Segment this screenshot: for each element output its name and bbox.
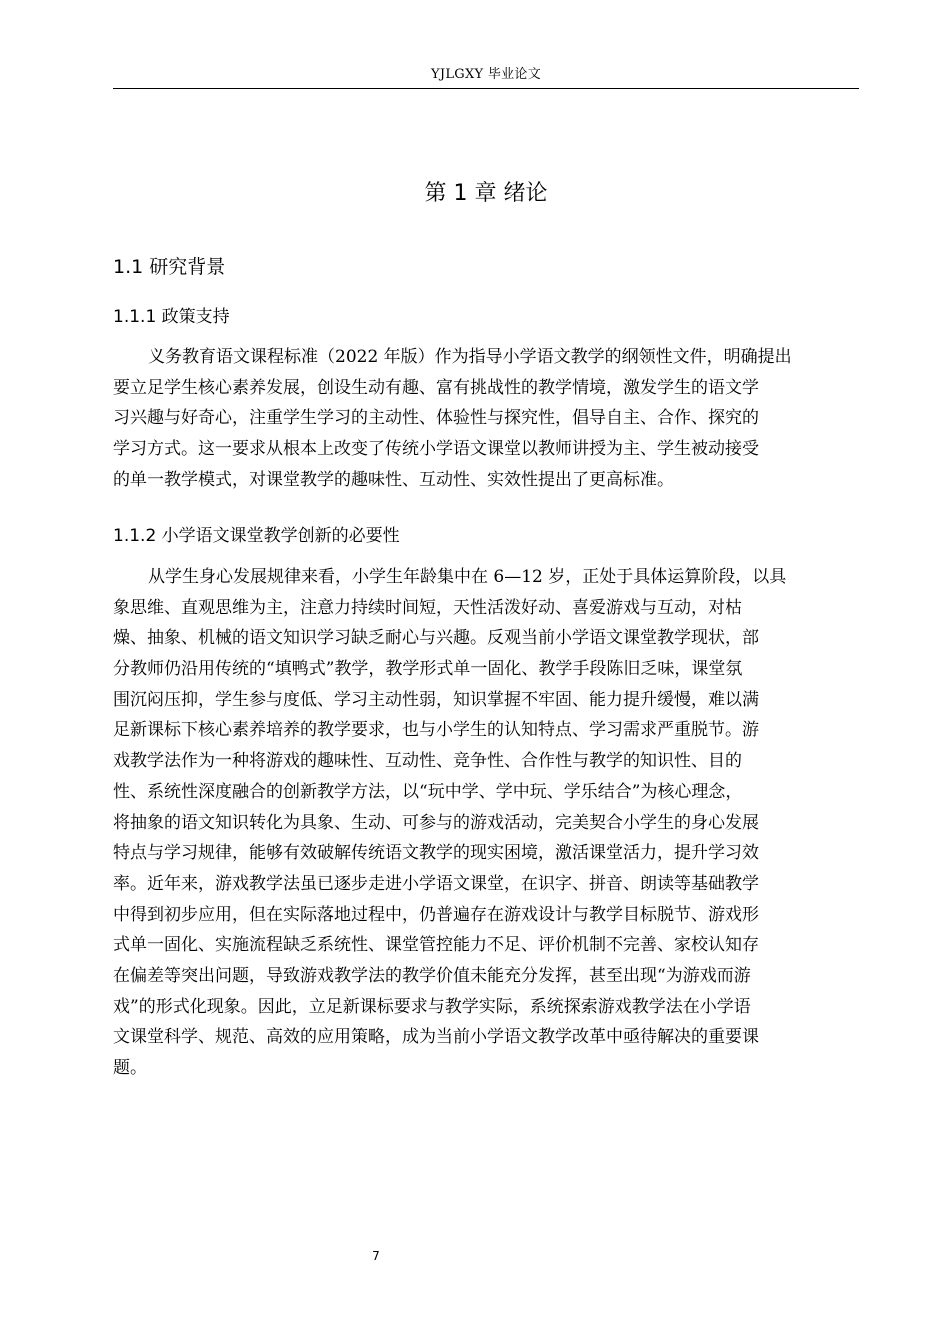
subsection-heading-1-1-2: 1.1.2 小学语文课堂教学创新的必要性 [113,526,400,546]
paragraph-innovation-necessity [113,562,861,1084]
paragraph-line: 围沉闷压抑，学生参与度低、学习主动性弱，知识掌握不牢固、能力提升缓慢，难以满 [113,689,759,710]
paragraph-line: 题。 [113,1058,147,1078]
paragraph-line: 特点与学习规律，能够有效破解传统语文教学的现实困境，激活课堂活力，提升学习效 [113,843,759,864]
paragraph-line: 分教师仍沿用传统的“填鸭式”教学，教学形式单一固化、教学手段陈旧乏味，课堂氛 [113,659,743,680]
header-divider [113,88,859,89]
chapter-title: 第 1 章 绪论 [424,181,548,206]
paragraph-line: 的单一教学模式，对课堂教学的趣味性、互动性、实效性提出了更高标准。 [113,469,674,490]
section-heading-1-1: 1.1 研究背景 [113,256,226,278]
paragraph-line: 将抽象的语文知识转化为具象、生动、可参与的游戏活动，完美契合小学生的身心发展 [113,812,759,833]
paragraph-line: 习兴趣与好奇心，注重学生学习的主动性、体验性与探究性，倡导自主、合作、探究的 [113,408,759,429]
paragraph-line: 义务教育语文课程标准（2022 年版）作为指导小学语文教学的纲领性文件，明确提出 [148,347,792,367]
paragraph-line: 式单一固化、实施流程缺乏系统性、课堂管控能力不足、评价机制不完善、家校认知存 [113,935,759,956]
paragraph-line: 象思维、直观思维为主，注意力持续时间短，天性活泼好动、喜爱游戏与互动，对枯 [113,597,742,618]
paragraph-line: 文课堂科学、规范、高效的应用策略，成为当前小学语文教学改革中亟待解决的重要课 [113,1027,759,1048]
page-number: 7 [372,1249,380,1263]
subsection-heading-1-1-1: 1.1.1 政策支持 [113,307,230,327]
paragraph-line: 燥、抽象、机械的语文知识学习缺乏耐心与兴趣。反观当前小学语文课堂教学现状，部 [113,628,759,649]
paragraph-line: 戏教学法作为一种将游戏的趣味性、互动性、竞争性、合作性与教学的知识性、目的 [113,751,742,772]
paragraph-line: 中得到初步应用，但在实际落地过程中，仍普遍存在游戏设计与教学目标脱节、游戏形 [113,904,759,925]
page-header: YJLGXY 毕业论文 [430,67,542,82]
paragraph-line: 从学生身心发展规律来看，小学生年龄集中在 6—12 岁，正处于具体运算阶段，以具 [148,567,787,587]
paragraph-line: 性、系统性深度融合的创新教学方法，以“玩中学、学中玩、学乐结合”为核心理念， [113,781,743,802]
paragraph-line: 要立足学生核心素养发展，创设生动有趣、富有挑战性的教学情境，激发学生的语文学 [113,377,759,398]
paragraph-line: 在偏差等突出问题，导致游戏教学法的教学价值未能充分发挥，甚至出现“为游戏而游 [113,965,751,986]
paragraph-line: 戏”的形式化现象。因此，立足新课标要求与教学实际，系统探索游戏教学法在小学语 [113,996,751,1017]
paragraph-line: 率。近年来，游戏教学法虽已逐步走进小学语文课堂，在识字、拼音、朗读等基础教学 [113,873,759,894]
paragraph-line: 学习方式。这一要求从根本上改变了传统小学语文课堂以教师讲授为主、学生被动接受 [113,439,759,460]
paragraph-policy-support [113,342,861,495]
paragraph-line: 足新课标下核心素养培养的教学要求，也与小学生的认知特点、学习需求严重脱节。游 [113,720,759,741]
